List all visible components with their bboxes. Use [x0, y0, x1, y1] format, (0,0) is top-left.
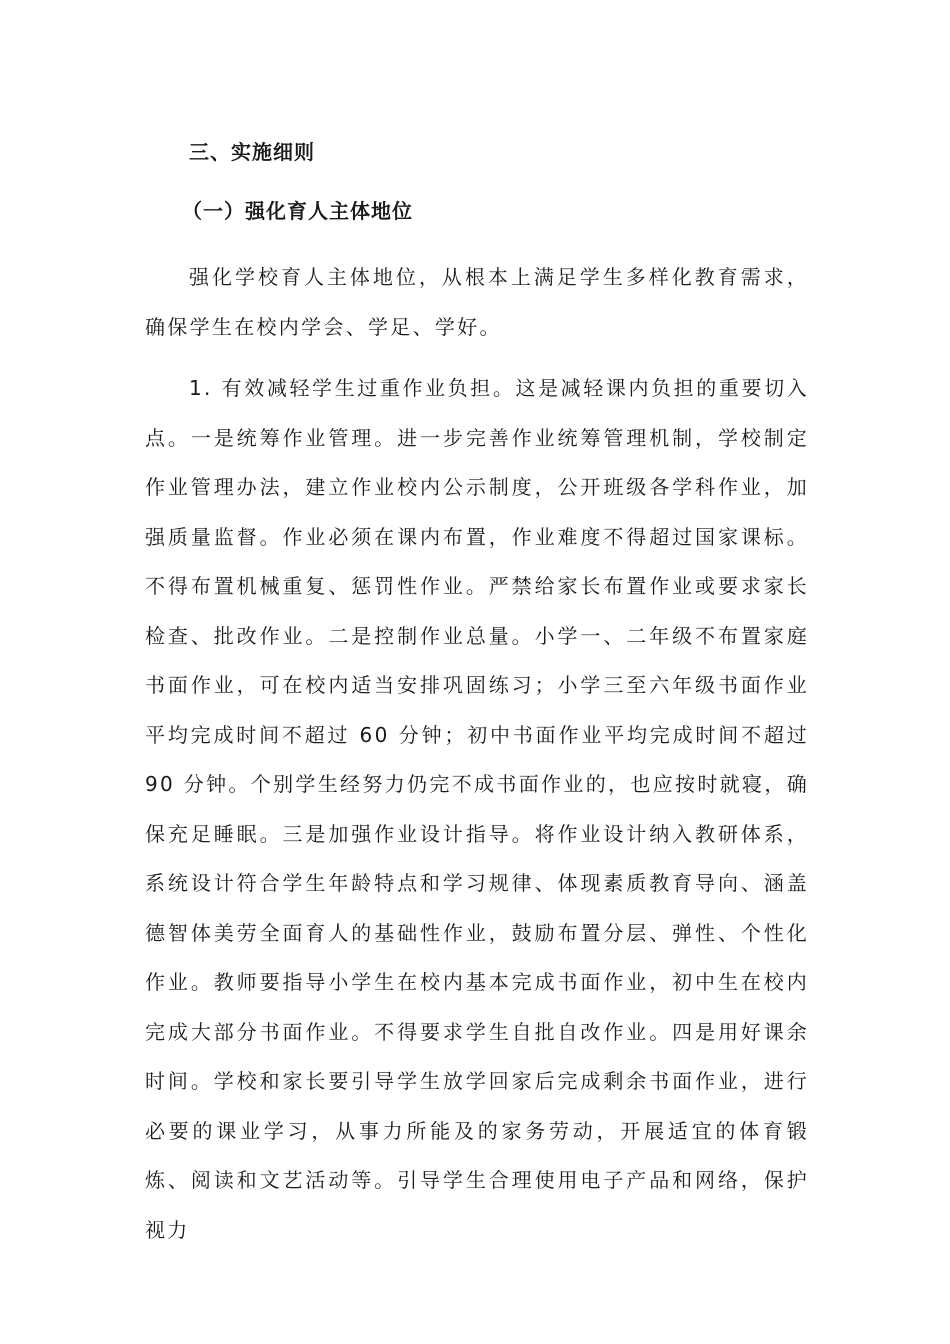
subsection-heading: （一）强化育人主体地位	[182, 199, 413, 223]
paragraph-homework: 1. 有效减轻学生过重作业负担。这是减轻课内负担的重要切入点。一是统筹作业管理。进一步完善作业统筹管理机制，学校制定作业管理办法，建立作业校内公示制度，公开班级各学科作业，加强质量监督。作业必须在课内布置，作业难度不得超过国家课标。不得布置机械重复、惩罚性作业。严禁给家长布置作业或要求家长检查、批改作业。二是控制作业总量。小学一、二年级不布置家庭书面作业，可在校内适当安排巩固练习；小学三至六年级书面作业平均完成时间不超过 60 分钟；初中书面作业平均完成时间不超过 90 分钟。个别学生经努力仍完不成书面作业的，也应按时就寝，确保充足睡眠。三是加强作业设计指导。将作业设计纳入教研体系，系统设计符合学生年龄特点和学习规律、体现素质教育导向、涵盖德智体美劳全面育人的基础性作业，鼓励布置分层、弹性、个性化作业。教师要指导小学生在校内基本完成书面作业，初中生在校内完成大部分书面作业。不得要求学生自批自改作业。四是用好课余时间。学校和家长要引导学生放学回家后完成剩余书面作业，进行必要的课业学习，从事力所能及的家务劳动，开展适宜的体育锻炼、阅读和文艺活动等。引导学生合理使用电子产品和网络，保护视力	[145, 376, 809, 1242]
section-heading: 三、实施细则	[189, 140, 315, 164]
paragraph-intro: 强化学校育人主体地位，从根本上满足学生多样化教育需求，确保学生在校内学会、学足、学好。	[145, 265, 809, 339]
